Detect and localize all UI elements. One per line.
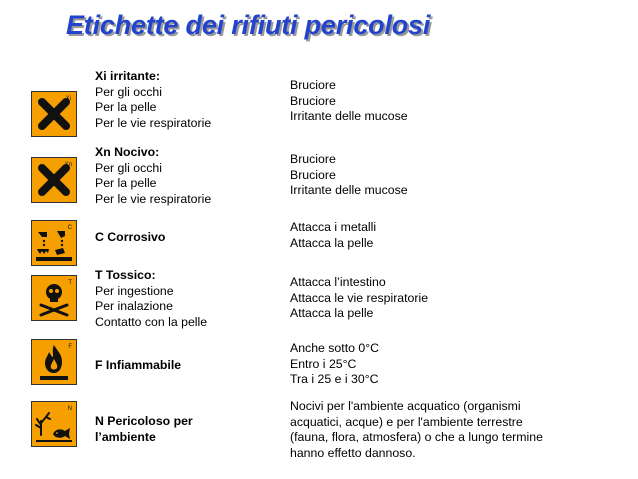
effect-line: Entro i 25°C <box>290 356 357 371</box>
hazard-row-xn <box>0 141 638 217</box>
exposure-line: Contatto con la pelle <box>95 314 208 329</box>
effect-line: hanno effetto dannoso. <box>290 445 416 460</box>
hazard-name: Xn Nocivo: <box>95 145 160 159</box>
effect-line: Nocivi per l'ambiente acquatico (organismi <box>290 399 521 413</box>
effect-line: (fauna, flora, atmosfera) o che a lungo termine <box>290 430 543 444</box>
xi-irritant-icon <box>31 91 77 137</box>
hazard-name: C Corrosivo <box>95 230 166 244</box>
effect-line: Bruciore <box>290 78 336 92</box>
hazard-row-n <box>0 397 638 467</box>
exposure-line: Per gli occhi <box>95 160 162 175</box>
effect-line: Bruciore <box>290 93 336 108</box>
exposure-line: Per la pelle <box>95 176 157 190</box>
effect-line: Irritante delle mucose <box>290 109 408 123</box>
effect-line: Anche sotto 0°C <box>290 341 379 355</box>
hazard-name: F Infiammabile <box>95 358 182 372</box>
symbol-letter: T <box>68 280 72 286</box>
hazard-name-line: N Pericoloso per <box>95 414 193 428</box>
exposure-line: Per ingestione <box>95 283 174 298</box>
hazard-name-line: l’ambiente <box>95 429 156 444</box>
hazard-name: Xi irritante: <box>95 69 160 83</box>
hazard-row-xi <box>0 64 638 140</box>
effect-line: Tra i 25 e i 30°C <box>290 372 379 386</box>
effect-line: acquatici, acque) e per l'ambiente terrestre <box>290 414 523 429</box>
exposure-line: Per inalazione <box>95 299 173 313</box>
toxic-skull-icon <box>31 275 77 321</box>
hazard-row-c <box>0 218 638 264</box>
hazard-row-t <box>0 265 638 335</box>
symbol-letter: Xi <box>65 96 71 102</box>
effect-line: Attacca l’intestino <box>290 275 386 289</box>
xn-harmful-icon <box>31 157 77 203</box>
effect-line: Attacca le vie respiratorie <box>290 290 429 305</box>
symbol-letter: C <box>67 225 72 231</box>
hazard-row-f <box>0 338 638 396</box>
exposure-line: Per le vie respiratorie <box>95 191 212 206</box>
symbol-letter: Xn <box>64 162 72 168</box>
flame-icon <box>31 339 77 385</box>
environment-hazard-icon <box>31 401 77 447</box>
effect-line: Attacca la pelle <box>290 235 374 250</box>
effect-line: Irritante delle mucose <box>290 183 408 197</box>
exposure-line: Per le vie respiratorie <box>95 115 212 130</box>
page-title: Etichette dei rifiuti pericolosi <box>66 10 431 40</box>
effect-line: Bruciore <box>290 152 336 166</box>
exposure-line: Per la pelle <box>95 100 157 114</box>
effect-line: Attacca la pelle <box>290 306 374 320</box>
hazard-name: T Tossico: <box>95 268 156 282</box>
effect-line: Attacca i metalli <box>290 220 377 234</box>
corrosive-icon <box>31 220 77 266</box>
symbol-letter: F <box>68 344 72 350</box>
symbol-letter: N <box>67 406 72 412</box>
exposure-line: Per gli occhi <box>95 84 162 99</box>
effect-line: Bruciore <box>290 167 336 182</box>
